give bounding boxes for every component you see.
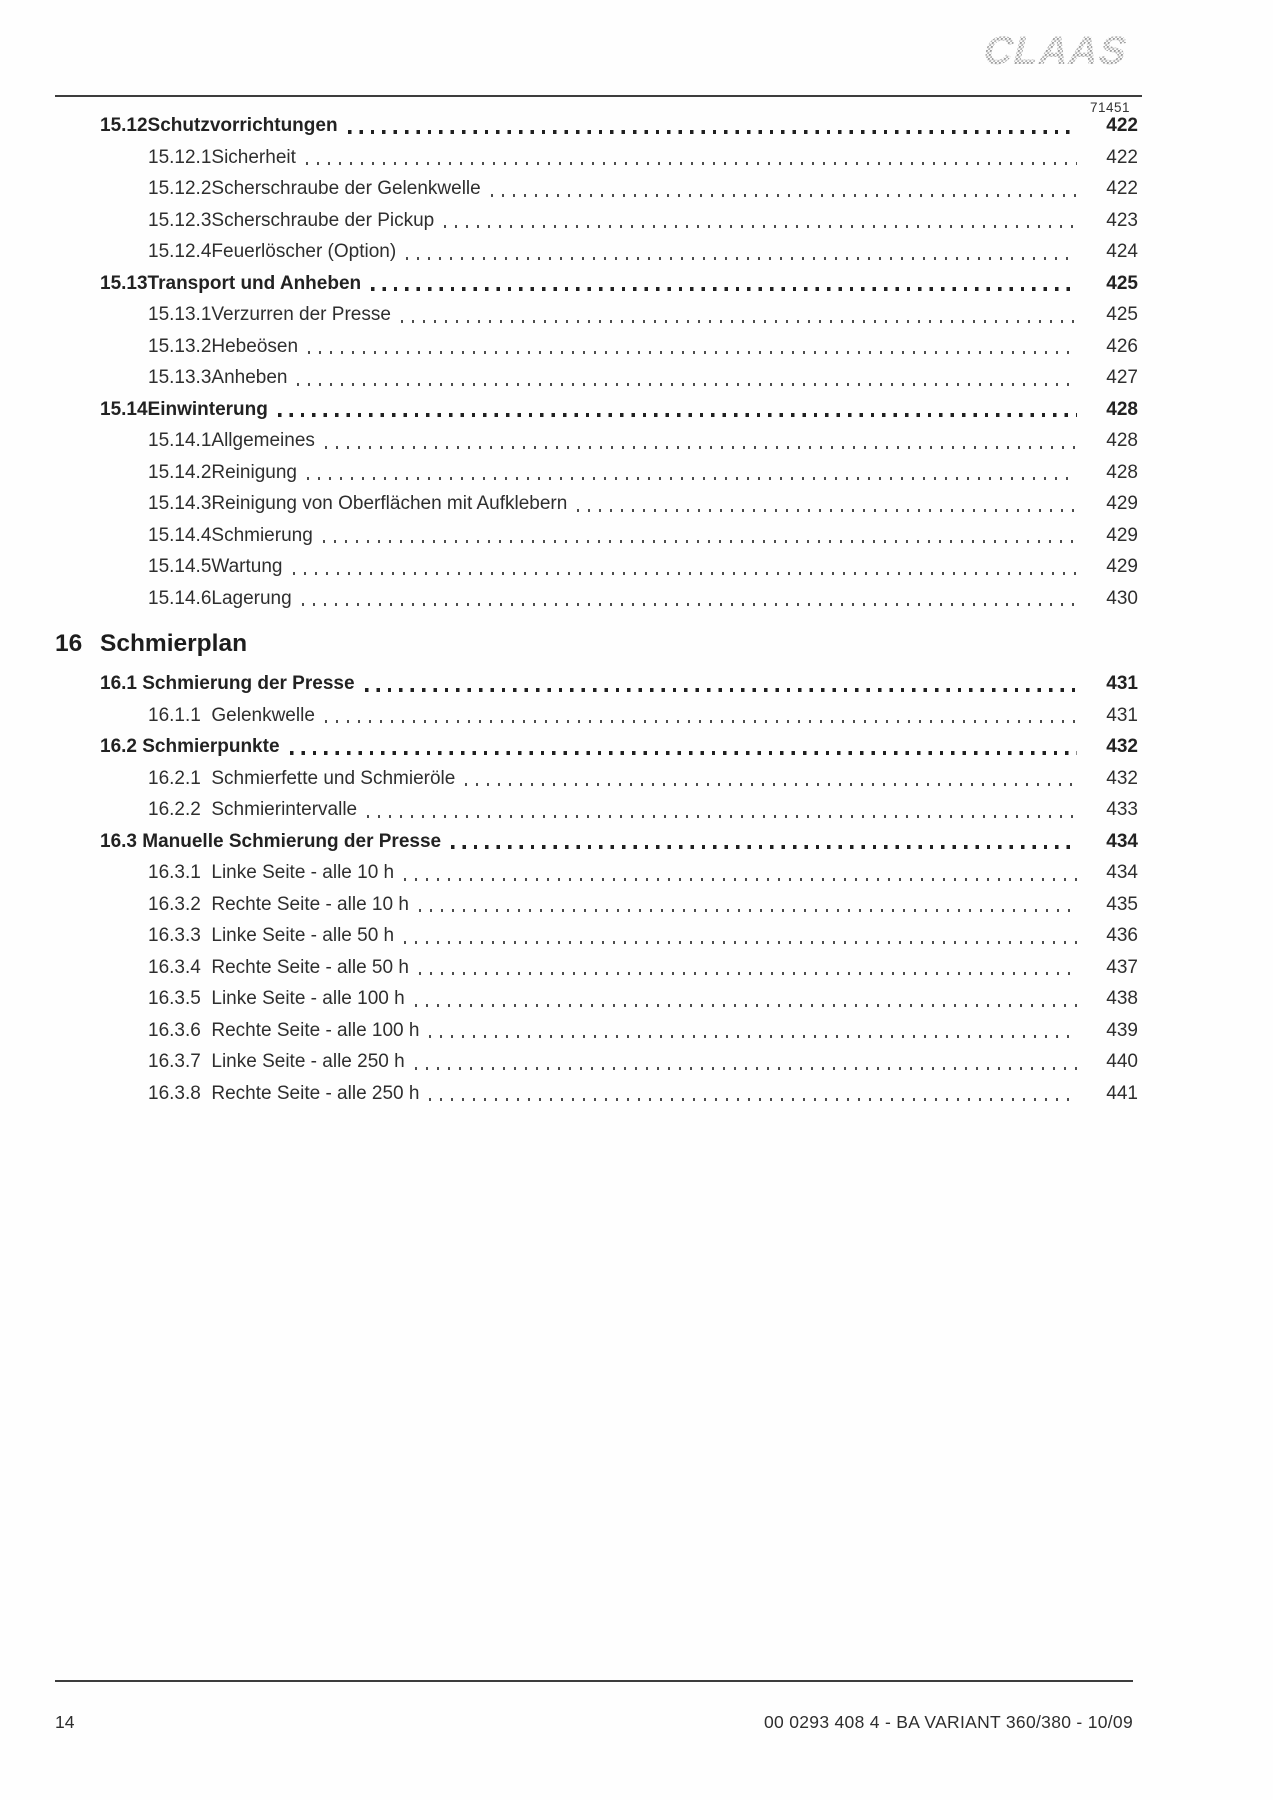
toc-entry (55, 731, 1138, 763)
toc-entry-page: 431 (1106, 673, 1138, 694)
claas-logo-text: CLAAS (978, 27, 1133, 73)
toc-entry-page: 422 (1106, 178, 1138, 199)
dot-leader (297, 383, 1077, 386)
toc-entry-label: 16.3.5 Linke Seite - alle 100 h (148, 988, 405, 1009)
toc-entry-page: 429 (1106, 524, 1138, 546)
toc-chapter-heading (55, 630, 1138, 662)
dot-leader (365, 688, 1077, 692)
toc-entry-page: 430 (1106, 587, 1138, 609)
dot-leader (429, 1035, 1077, 1038)
toc-entry-label: 15.14.6Lagerung (148, 587, 292, 609)
toc-entry-page: 428 (1106, 398, 1138, 420)
dot-leader (491, 194, 1077, 197)
dot-leader (419, 909, 1077, 912)
header-rule (55, 95, 1142, 97)
toc-entry (55, 488, 1138, 520)
toc-entry-label: 16.2 Schmierpunkte (100, 736, 280, 757)
dot-leader (325, 720, 1077, 723)
dot-leader (465, 783, 1077, 786)
toc-entry (55, 551, 1138, 583)
toc-entry-page: 423 (1106, 209, 1138, 231)
toc-entry-page: 425 (1106, 304, 1138, 325)
toc-entry-page: 433 (1106, 799, 1138, 820)
toc-entry (55, 794, 1138, 826)
toc-entry-label: 15.13.2Hebeösen (148, 335, 299, 357)
dot-leader (415, 1004, 1077, 1007)
doc-code: 71451 (1089, 100, 1130, 115)
dot-leader (293, 572, 1078, 575)
toc-entry-page: 426 (1106, 335, 1138, 357)
toc-entry (55, 700, 1138, 732)
toc-entry (55, 110, 1138, 142)
toc-chapter-title: Schmierplan (100, 630, 248, 657)
dot-leader (290, 751, 1077, 755)
toc-entry (55, 173, 1138, 205)
toc-entry-label: 16.1 Schmierung der Presse (100, 673, 355, 694)
toc-entry-label: 16.3.3 Linke Seite - alle 50 h (148, 925, 395, 946)
dot-leader (415, 1067, 1077, 1070)
toc-entry (55, 425, 1138, 457)
toc-entry (55, 952, 1138, 984)
toc-entry-label: 15.14.3Reinigung von Oberflächen mit Aufklebern (148, 493, 568, 514)
claas-logo (970, 26, 1140, 79)
toc-entry (55, 331, 1138, 363)
toc-entry-label: 16.1.1 Gelenkwelle (148, 704, 315, 726)
toc-entry (55, 520, 1138, 552)
dot-leader (451, 845, 1077, 849)
dot-leader (404, 878, 1077, 881)
dot-leader (278, 413, 1077, 417)
toc-entry-page: 440 (1106, 1051, 1138, 1072)
toc-entry-label: 16.3.6 Rechte Seite - alle 100 h (148, 1019, 420, 1041)
toc-entry-page: 434 (1106, 830, 1138, 852)
toc-entry-label: 15.14.4Schmierung (148, 524, 313, 546)
toc-entry-label: 15.13.3Anheben (148, 367, 288, 388)
toc-entry (55, 362, 1138, 394)
toc-entry-page: 429 (1106, 493, 1138, 514)
toc-entry-label: 15.14.2Reinigung (148, 461, 297, 483)
dot-leader (444, 225, 1077, 228)
toc-entry-page: 434 (1106, 862, 1138, 883)
toc-entry-label: 16.3.7 Linke Seite - alle 250 h (148, 1051, 405, 1072)
toc-entry (55, 205, 1138, 237)
toc-entry (55, 920, 1138, 952)
dot-leader (323, 540, 1077, 543)
toc-entry-page: 432 (1106, 736, 1138, 757)
dot-leader (367, 815, 1077, 818)
toc-entry-page: 422 (1106, 115, 1138, 136)
toc-entry-label: 16.2.1 Schmierfette und Schmieröle (148, 767, 456, 789)
toc-entry-page: 441 (1106, 1082, 1138, 1104)
toc-entry-label: 15.12.1Sicherheit (148, 146, 296, 168)
toc-entry (55, 1046, 1138, 1078)
dot-leader (404, 941, 1077, 944)
toc-entry-label: 15.12.3Scherschraube der Pickup (148, 209, 435, 231)
toc-entry-label: 15.13.1Verzurren der Presse (148, 304, 391, 325)
toc-entry (55, 299, 1138, 331)
toc-entry-label: 15.14Einwinterung (100, 398, 268, 420)
toc-entry-label: 16.3.8 Rechte Seite - alle 250 h (148, 1082, 420, 1104)
dot-leader (307, 477, 1077, 480)
toc-entry-label: 16.3.2 Rechte Seite - alle 10 h (148, 893, 409, 915)
toc-entry (55, 268, 1138, 300)
toc-entry-page: 436 (1106, 925, 1138, 946)
toc-entry-page: 431 (1106, 704, 1138, 726)
dot-leader (406, 257, 1077, 260)
toc-entry-page: 438 (1106, 988, 1138, 1009)
toc-entry (55, 857, 1138, 889)
dot-leader (325, 446, 1077, 449)
dot-leader (371, 287, 1077, 291)
dot-leader (419, 972, 1077, 975)
toc-entry (55, 983, 1138, 1015)
toc-entry-label: 15.12.2Scherschraube der Gelenkwelle (148, 178, 481, 199)
toc-entry-label: 15.12Schutzvorrichtungen (100, 115, 338, 136)
dot-leader (302, 603, 1077, 606)
toc-entry (55, 1078, 1138, 1110)
toc-entry (55, 1015, 1138, 1047)
toc-entry-page: 425 (1106, 272, 1138, 294)
toc-entry-label: 15.14.5Wartung (148, 556, 283, 577)
toc-entry-label: 16.3 Manuelle Schmierung der Presse (100, 830, 442, 852)
toc-entry (55, 583, 1138, 615)
toc-entry (55, 457, 1138, 489)
toc-entry-label: 15.12.4Feuerlöscher (Option) (148, 241, 397, 262)
footer-page-number: 14 (55, 1712, 75, 1732)
toc-entry (55, 889, 1138, 921)
toc-entry-label: 15.13Transport und Anheben (100, 272, 362, 294)
dot-leader (577, 509, 1077, 512)
dot-leader (306, 162, 1077, 165)
dot-leader (401, 320, 1077, 323)
footer-doc-ref: 00 0293 408 4 - BA VARIANT 360/380 - 10/09 (764, 1712, 1133, 1732)
toc-entry-label: 16.3.1 Linke Seite - alle 10 h (148, 862, 395, 883)
toc-entry (55, 142, 1138, 174)
toc-entry-page: 422 (1106, 146, 1138, 168)
toc-entry (55, 668, 1138, 700)
dot-leader (429, 1098, 1077, 1101)
dot-leader (308, 351, 1077, 354)
toc-entry-page: 424 (1106, 241, 1138, 262)
toc-entry-page: 437 (1106, 956, 1138, 978)
toc-list (55, 110, 1138, 1109)
dot-leader (348, 130, 1077, 134)
toc-entry-label: 16.2.2 Schmierintervalle (148, 799, 358, 820)
toc-chapter-number: 16 (55, 630, 83, 657)
toc-entry-page: 427 (1106, 367, 1138, 388)
toc-entry-page: 429 (1106, 556, 1138, 577)
toc-entry-label: 15.14.1Allgemeines (148, 430, 315, 451)
toc-entry-page: 439 (1106, 1019, 1138, 1041)
toc-entry-page: 428 (1106, 430, 1138, 451)
toc-entry (55, 236, 1138, 268)
toc-entry-label: 16.3.4 Rechte Seite - alle 50 h (148, 956, 409, 978)
footer-rule (55, 1680, 1133, 1682)
toc-entry (55, 763, 1138, 795)
toc-entry-page: 428 (1106, 461, 1138, 483)
toc-entry-page: 432 (1106, 767, 1138, 789)
toc-entry (55, 826, 1138, 858)
toc-entry-page: 435 (1106, 893, 1138, 915)
toc-entry (55, 394, 1138, 426)
